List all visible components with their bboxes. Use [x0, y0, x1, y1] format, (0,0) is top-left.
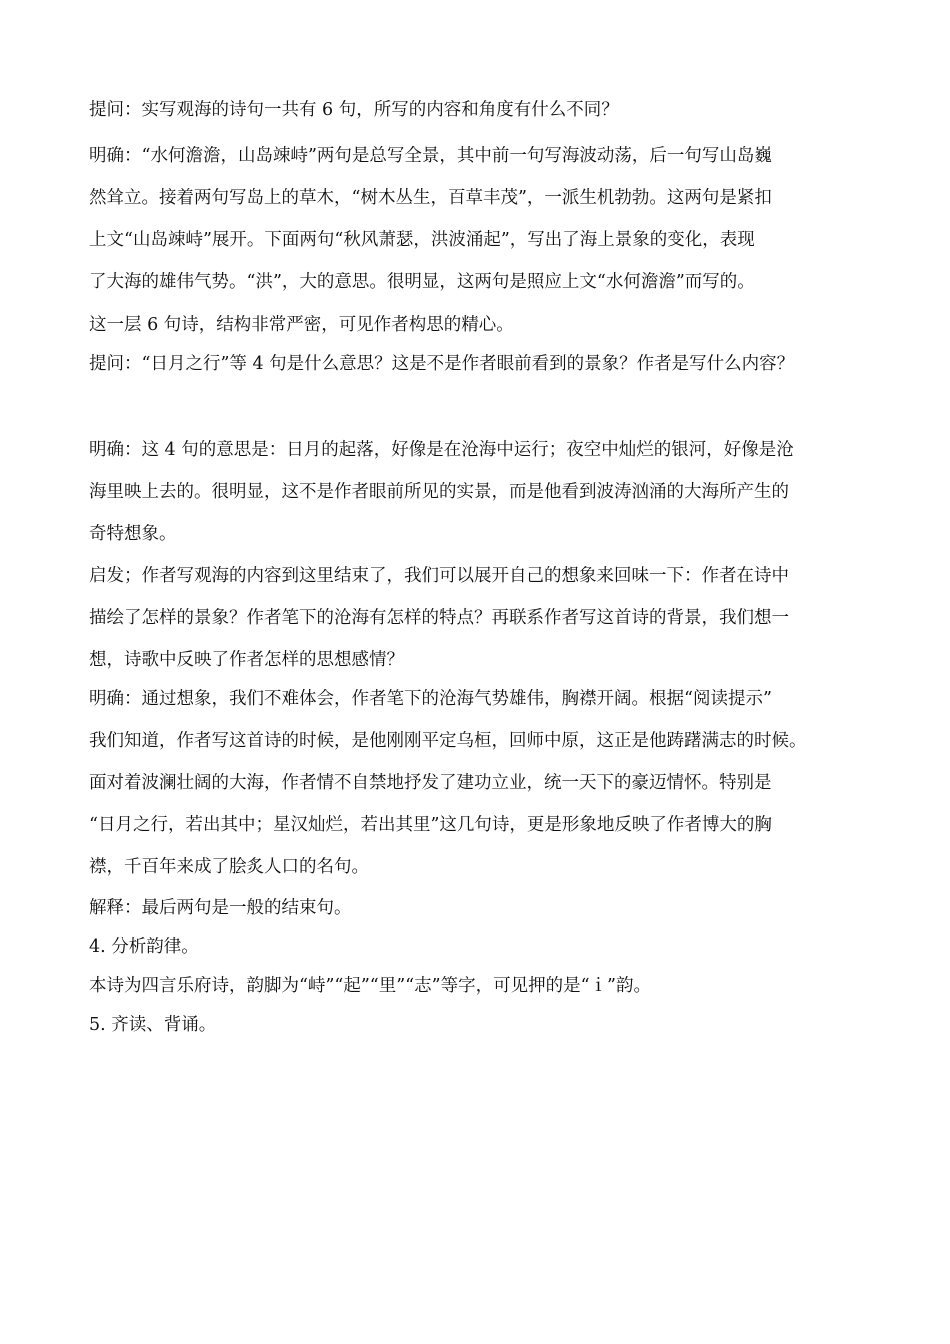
text-line: 明确：这 4 句的意思是：日月的起落，好像是在沧海中运行；夜空中灿烂的银河，好像是沧: [89, 440, 794, 460]
text-line: 启发；作者写观海的内容到这里结束了，我们可以展开自己的想象来回味一下：作者在诗中: [89, 566, 789, 586]
text-line: 然耸立。接着两句写岛上的草木，“树木丛生，百草丰茂”，一派生机勃勃。这两句是紧扣: [89, 188, 772, 208]
text-line: 提问：实写观海的诗句一共有 6 句，所写的内容和角度有什么不同？: [89, 100, 619, 120]
text-line: 了大海的雄伟气势。“洪”，大的意思。很明显，这两句是照应上文“水何澹澹”而写的。: [89, 272, 755, 292]
text-line: 海里映上去的。很明显，这不是作者眼前所见的实景，而是他看到波涛汹涌的大海所产生的: [89, 482, 789, 502]
text-line: 明确：“水何澹澹，山岛竦峙”两句是总写全景，其中前一句写海波动荡，后一句写山岛巍: [89, 146, 772, 166]
text-line: 4. 分析韵律。: [89, 937, 199, 957]
text-line: 5. 齐读、背诵。: [89, 1015, 217, 1035]
text-line: 想，诗歌中反映了作者怎样的思想感情？: [89, 650, 404, 670]
text-line: 上文“山岛竦峙”展开。下面两句“秋风萧瑟，洪波涌起”，写出了海上景象的变化，表现: [89, 230, 755, 250]
text-line: 明确：通过想象，我们不难体会，作者笔下的沧海气势雄伟，胸襟开阔。根据“阅读提示”: [89, 689, 772, 709]
text-line: “日月之行，若出其中；星汉灿烂，若出其里”这几句诗，更是形象地反映了作者博大的胸: [89, 815, 772, 835]
text-line: 提问：“日月之行”等 4 句是什么意思？这是不是作者眼前看到的景象？作者是写什么内容？: [89, 354, 795, 374]
text-line: 襟，千百年来成了脍炙人口的名句。: [89, 857, 369, 877]
text-line: 奇特想象。: [89, 524, 177, 544]
text-line: 描绘了怎样的景象？作者笔下的沧海有怎样的特点？再联系作者写这首诗的背景，我们想一: [89, 608, 789, 628]
text-line: 解释：最后两句是一般的结束句。: [89, 898, 352, 918]
text-line: 这一层 6 句诗，结构非常严密，可见作者构思的精心。: [89, 315, 514, 335]
text-line: 本诗为四言乐府诗，韵脚为“峙”“起”“里”“志”等字，可见押的是“ｉ”韵。: [89, 976, 651, 996]
text-line: 我们知道，作者写这首诗的时候，是他刚刚平定乌桓，回师中原，这正是他踌躇满志的时候。: [89, 731, 807, 751]
text-line: 面对着波澜壮阔的大海，作者情不自禁地抒发了建功立业，统一天下的豪迈情怀。特别是: [89, 773, 772, 793]
